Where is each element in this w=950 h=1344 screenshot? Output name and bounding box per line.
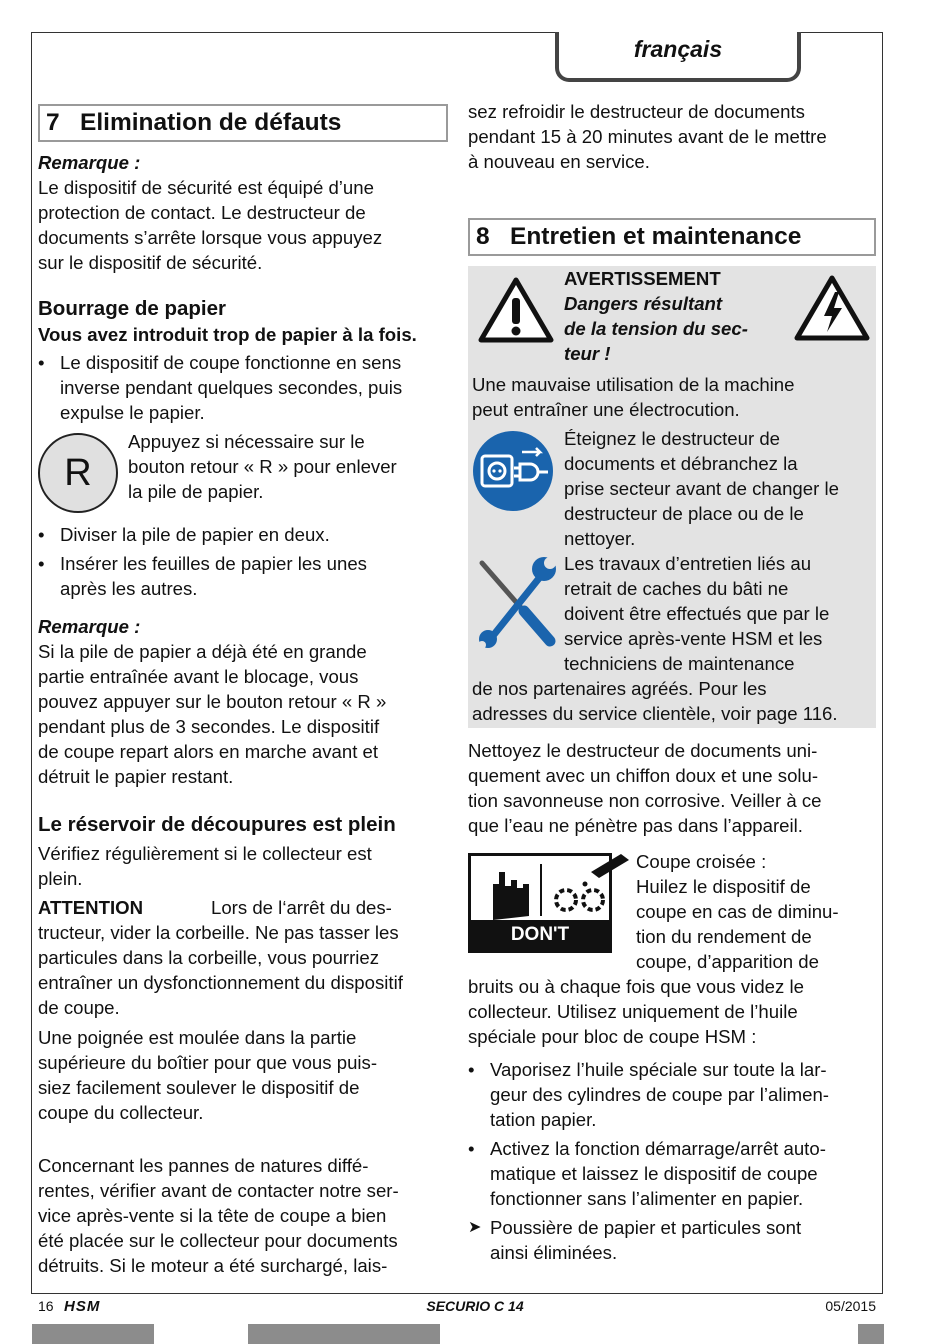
- warning-triangle-icon: [478, 276, 554, 344]
- section-7-heading: [38, 104, 448, 142]
- text-line: de coupe.: [38, 997, 120, 1018]
- language-label: français: [633, 36, 723, 62]
- text-line: Les travaux d’entretien liés au: [564, 553, 812, 574]
- text-line: sur le dispositif de sécurité.: [38, 252, 263, 273]
- text-line: Vaporisez l’huile spéciale sur toute la lar-: [490, 1059, 827, 1080]
- text-line: coupe, d’apparition de: [636, 951, 819, 972]
- text-line: inverse pendant quelques secondes, puis: [60, 377, 403, 398]
- section-8-heading: [468, 218, 876, 256]
- text-line: techniciens de maintenance: [564, 653, 795, 674]
- service-rest: [472, 676, 872, 726]
- text-line: Appuyez si nécessaire sur le: [128, 431, 365, 452]
- text-line: de nos partenaires agréés. Pour les: [472, 678, 767, 699]
- reverse-button-note: [38, 429, 448, 519]
- warning-box: [468, 266, 876, 728]
- text-line: rentes, vérifier avant de contacter notre ser-: [38, 1180, 399, 1201]
- oil-note: [468, 849, 876, 974]
- text-line: peut entraîner une électrocution.: [472, 399, 740, 420]
- bullet: •: [38, 524, 45, 545]
- section-title: Entretien et maintenance: [510, 223, 802, 250]
- text-line: Insérer les feuilles de papier les unes: [60, 553, 367, 574]
- text-line: quement avec un chiffon doux et une solu-: [468, 765, 819, 786]
- attention-label: ATTENTION: [38, 897, 144, 918]
- paper-jam-subtitle: Vous avez introduit trop de papier à la fois.: [38, 324, 417, 345]
- left-column: [38, 104, 448, 1278]
- text-line: la pile de papier.: [128, 481, 264, 502]
- text-line: Éteignez le destructeur de: [564, 428, 781, 449]
- text-line: doivent être effectués que par le: [564, 603, 830, 624]
- text-line: Dangers résultant: [564, 293, 723, 314]
- text-line: bouton retour « R » pour enlever: [128, 456, 397, 477]
- text-line: Diviser la pile de papier en deux.: [60, 524, 330, 545]
- text-line: spéciale pour bloc de coupe HSM :: [468, 1026, 757, 1047]
- dont-forget-label: DON'T FORGET: [471, 920, 609, 950]
- list-item: [468, 1057, 876, 1132]
- list-item: [38, 551, 448, 601]
- text-line: Poussière de papier et particules sont: [490, 1217, 802, 1238]
- text-line: pouvez appuyer sur le bouton retour « R »: [38, 691, 387, 712]
- text-line: coupe du collecteur.: [38, 1102, 204, 1123]
- text-line: Lors de l‘arrêt du des-: [211, 897, 392, 918]
- clean-text: [468, 738, 876, 838]
- text-line: fonctionner sans l’alimenter en papier.: [490, 1188, 804, 1209]
- remark-1: [38, 175, 448, 275]
- text-line: service après-vente HSM et les: [564, 628, 823, 649]
- result-item: [468, 1215, 876, 1265]
- text-line: après les autres.: [60, 578, 198, 599]
- text-line: teur !: [564, 343, 611, 364]
- text-line: Le dispositif de coupe fonctionne en sens: [60, 352, 402, 373]
- arrow-icon: ➤: [468, 1219, 482, 1236]
- text-line: partie entraînée avant le blocage, vous: [38, 666, 359, 687]
- continued-text: [468, 99, 876, 174]
- text-line: destructeur de place ou de le: [564, 503, 804, 524]
- warning-label: AVERTISSEMENT: [564, 268, 721, 289]
- brand-logo: HSM: [64, 1298, 101, 1315]
- list-item: [38, 522, 448, 547]
- text-line: collecteur. Utilisez uniquement de l’huile: [468, 1001, 798, 1022]
- unplug-note: [472, 426, 872, 551]
- wrench-screwdriver-icon: [474, 553, 558, 649]
- faults-text: [38, 1153, 448, 1278]
- text-line: tation papier.: [490, 1109, 597, 1130]
- text-line: supérieure du boîtier pour que vous puis-: [38, 1052, 378, 1073]
- text-line: pendant 15 à 20 minutes avant de le mettre: [468, 126, 827, 147]
- bottom-bar-right: [858, 1324, 884, 1344]
- text-line: documents et débranchez la: [564, 453, 798, 474]
- section-title: Elimination de défauts: [80, 109, 342, 136]
- oil-rest: [468, 974, 876, 1049]
- section-number: 8: [476, 223, 490, 250]
- text-line: de la tension du sec-: [564, 318, 748, 339]
- bottom-bar-middle: [248, 1324, 440, 1344]
- text-line: tion du rendement de: [636, 926, 812, 947]
- danger-text: [564, 291, 748, 366]
- heading-paper-jam: Bourrage de papier: [38, 297, 226, 320]
- text-line: pendant plus de 3 secondes. Le dispositif: [38, 716, 380, 737]
- right-column: [468, 99, 876, 1265]
- text-line: Le dispositif de sécurité est équipé d’une: [38, 177, 374, 198]
- bin-text: [38, 841, 448, 891]
- text-line: Une mauvaise utilisation de la machine: [472, 374, 795, 395]
- text-line: à nouveau en service.: [468, 151, 650, 172]
- text-line: entraîner un dysfonctionnement du dispositif: [38, 972, 403, 993]
- text-line: adresses du service clientèle, voir page 116.: [472, 703, 838, 724]
- text-line: que l’eau ne pénètre pas dans l’appareil.: [468, 815, 803, 836]
- bullet: •: [38, 352, 45, 373]
- text-line: Coupe croisée :: [636, 851, 767, 872]
- text-line: coupe en cas de diminu-: [636, 901, 839, 922]
- bullet: •: [38, 553, 45, 574]
- model-name: SECURIO C 14: [426, 1298, 524, 1314]
- text-line: tion savonneuse non corrosive. Veiller à ce: [468, 790, 822, 811]
- text-line: Vérifiez régulièrement si le collecteur est: [38, 843, 372, 864]
- text-line: nettoyer.: [564, 528, 636, 549]
- text-line: prise secteur avant de changer le: [564, 478, 839, 499]
- electric-hazard-icon: [794, 274, 870, 342]
- text-line: vice après-vente si la tête de coupe a bien: [38, 1205, 387, 1226]
- text-line: documents s’arrête lorsque vous appuyez: [38, 227, 383, 248]
- text-line: siez facilement soulever le dispositif de: [38, 1077, 360, 1098]
- remark-label: Remarque :: [38, 152, 141, 173]
- text-line: bruits ou à chaque fois que vous videz le: [468, 976, 804, 997]
- text-line: protection de contact. Le destructeur de: [38, 202, 366, 223]
- heading-bin-full: Le réservoir de découpures est plein: [38, 813, 396, 836]
- text-line: plein.: [38, 868, 83, 889]
- text-line: Si la pile de papier a déjà été en grande: [38, 641, 367, 662]
- text-line: détruits. Si le moteur a été surchargé, lais-: [38, 1255, 388, 1276]
- language-tab: [555, 32, 801, 82]
- text-line: Concernant les pannes de natures diffé-: [38, 1155, 369, 1176]
- oil-hand-gears-icon: [471, 850, 641, 920]
- text-line: sez refroidir le destructeur de documents: [468, 101, 805, 122]
- list-item: [38, 350, 448, 425]
- text-line: tructeur, vider la corbeille. Ne pas tasser les: [38, 922, 399, 943]
- attention-note: [38, 895, 448, 1020]
- remark-label: Remarque :: [38, 616, 141, 637]
- list-item: [468, 1136, 876, 1211]
- text-line: geur des cylindres de coupe par l’alimen-: [490, 1084, 829, 1105]
- text-line: Activez la fonction démarrage/arrêt auto-: [490, 1138, 826, 1159]
- bottom-bar-left: [32, 1324, 154, 1344]
- text-line: particules dans la corbeille, vous pourriez: [38, 947, 380, 968]
- text-line: été placée sur le collecteur pour documents: [38, 1230, 398, 1251]
- handle-text: [38, 1025, 448, 1125]
- misuse-text: [472, 372, 872, 422]
- remark-2: [38, 639, 448, 789]
- page-number: 16: [38, 1298, 54, 1314]
- bullet: •: [468, 1138, 475, 1159]
- unplug-mains-icon: [472, 430, 554, 512]
- text-line: de coupe repart alors en marche avant et: [38, 741, 379, 762]
- bullet: •: [468, 1059, 475, 1080]
- text-line: Une poignée est moulée dans la partie: [38, 1027, 357, 1048]
- text-line: expulse le papier.: [60, 402, 205, 423]
- print-date: 05/2015: [825, 1298, 876, 1314]
- text-line: ainsi éliminées.: [490, 1242, 618, 1263]
- text-line: Huilez le dispositif de: [636, 876, 811, 897]
- reverse-button-icon: [38, 433, 118, 513]
- service-note: [472, 551, 872, 676]
- text-line: détruit le papier restant.: [38, 766, 234, 787]
- text-line: retrait de caches du bâti ne: [564, 578, 789, 599]
- dont-forget-icon: [468, 853, 612, 975]
- section-number: 7: [46, 109, 60, 136]
- text-line: matique et laissez le dispositif de coupe: [490, 1163, 818, 1184]
- text-line: Nettoyez le destructeur de documents uni-: [468, 740, 818, 761]
- reverse-button-letter: R: [64, 452, 92, 494]
